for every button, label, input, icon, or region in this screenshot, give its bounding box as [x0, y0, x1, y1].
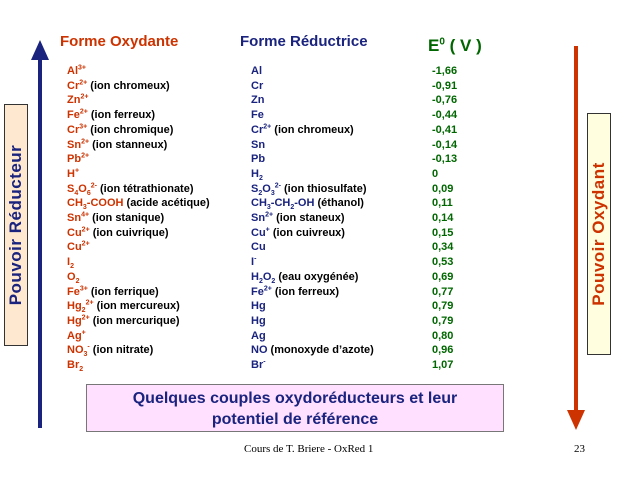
oxidant-formula: $Hg^{2+}$ [67, 314, 90, 327]
oxidant-formula: $Fe^{2+}$ [67, 108, 88, 122]
table-row [0, 79, 640, 93]
reductant-form [251, 314, 266, 328]
table-row [0, 314, 640, 328]
reductant-form [251, 343, 374, 357]
oxidizing-power-label: Pouvoir Oxydant [589, 162, 608, 306]
oxidant-form [67, 182, 194, 196]
standard-potential: -0,41 [432, 123, 458, 136]
reductant-formula: Fe [251, 109, 264, 122]
reductant-form [251, 255, 256, 269]
reductant-formula: I- [251, 255, 257, 269]
table-row [0, 343, 640, 357]
oxidant-formula: $Cu^{2+}$ [67, 226, 90, 239]
table-row [0, 211, 640, 225]
reductant-form [251, 182, 367, 196]
reductant-form [251, 79, 263, 93]
table-row [0, 299, 640, 313]
reductant-formula: Sn [251, 138, 266, 151]
oxidant-formula: $Zn^{2+}$ [67, 93, 89, 107]
table-row [0, 285, 640, 299]
standard-potential: -1,66 [432, 65, 458, 77]
oxidant-formula: $Pb^{2+}$ [67, 152, 90, 166]
header-e0-sup: 0 [439, 36, 445, 48]
reductant-formula: $S_2O_3^{2-}$ [251, 181, 281, 197]
table-row [0, 93, 640, 107]
table-row [0, 270, 640, 284]
reductant-form [251, 64, 262, 78]
reductant-form [251, 270, 358, 284]
reductant-form [251, 285, 339, 299]
standard-potential: 1,07 [432, 359, 454, 371]
table-row [0, 226, 640, 240]
reductant-form [251, 196, 364, 210]
standard-potential: 0,14 [432, 212, 454, 224]
reductant-form [251, 167, 263, 181]
oxidant-form [67, 314, 180, 328]
table-row [0, 329, 640, 343]
table-row [0, 182, 640, 196]
standard-potential: 0 [432, 167, 439, 180]
oxidant-formula: $S_4O_6^{2-}$ [67, 181, 97, 197]
reductant-formula: Cr [251, 79, 264, 92]
reductant-form [251, 299, 266, 313]
reductant-form [251, 152, 265, 166]
reductant-formula: $H_2O_2$ [251, 270, 276, 285]
reductant-form [251, 138, 265, 152]
oxidant-formula: $CH_3$-COOH [67, 197, 124, 212]
oxidant-name: (ion cuivrique) [89, 226, 169, 239]
reductant-name: (ion thiosulfate) [280, 182, 367, 195]
oxidant-form [67, 240, 90, 254]
oxidant-formula: $Cr^{3+}$ [67, 123, 88, 136]
table-row [0, 64, 640, 78]
standard-potential: 0,34 [432, 241, 454, 254]
oxidant-formula: $Fe^{3+}$ [67, 284, 88, 298]
table-row [0, 108, 640, 122]
standard-potential: 0,69 [432, 270, 454, 283]
table-row [0, 152, 640, 166]
oxidant-name: (ion chromeux) [87, 79, 170, 92]
reductant-form [251, 211, 345, 225]
header-e0-base: E [428, 36, 440, 55]
oxidant-formula: $Cu^{2+}$ [67, 240, 90, 254]
oxidant-name: (ion chromique) [87, 123, 174, 136]
footer-credit: Cours de T. Briere - OxRed 1 [244, 443, 374, 455]
caption-line-2: potentiel de référence [211, 411, 379, 428]
oxidant-formula: $O_2$ [67, 270, 80, 285]
oxidant-name: (ion tétrathionate) [96, 182, 194, 195]
standard-potential: 0,11 [432, 197, 453, 210]
table-row [0, 358, 640, 372]
table-row [0, 240, 640, 254]
reductant-formula: $Sn^{2+}$ [251, 211, 274, 224]
standard-potential: 0,15 [432, 226, 454, 239]
reductant-formula: Cu [251, 241, 266, 254]
oxidant-form [67, 123, 173, 137]
reductant-formula: Br- [251, 358, 266, 371]
table-row [0, 123, 640, 137]
oxidant-form [67, 329, 86, 343]
reductant-form [251, 240, 266, 254]
oxidant-formula: $Hg_2^{2+}$ [67, 299, 94, 315]
oxidant-form [67, 152, 89, 166]
oxidant-name: (ion stanique) [89, 212, 165, 224]
oxidant-form [67, 167, 79, 181]
oxidant-formula: $I_2$ [67, 256, 74, 271]
standard-potential: 0,96 [432, 344, 454, 357]
reductant-name: (eau oxygénée) [275, 270, 359, 283]
reductant-form [251, 123, 354, 137]
oxidant-form [67, 255, 74, 269]
standard-potential: 0,79 [432, 300, 454, 313]
right-down-arrow [566, 44, 586, 430]
oxidant-formula: H+ [67, 167, 80, 180]
standard-potential: 0,79 [432, 314, 454, 327]
oxidant-form [67, 211, 164, 225]
reductant-form [251, 358, 266, 372]
oxidant-name: (ion nitrate) [89, 344, 154, 357]
reductant-formula: Cu+ [251, 226, 270, 239]
oxidant-formula: $Al^{3+}$ [67, 64, 86, 77]
reductant-name: (éthanol) [314, 197, 364, 210]
reductant-formula: $CH_3-CH_2-OH$ [251, 197, 315, 212]
oxidant-name: (acide acétique) [123, 197, 210, 210]
left-up-arrow [30, 40, 50, 430]
reductant-name: (ion staneux) [273, 212, 345, 224]
standard-potential: -0,14 [432, 138, 458, 151]
standard-potential: -0,13 [432, 153, 458, 166]
reductant-name: (ion cuivreux) [269, 226, 345, 239]
standard-potential: 0,53 [432, 256, 454, 269]
table-row [0, 167, 640, 181]
oxidant-form [67, 358, 83, 372]
reductant-formula: Ag [251, 329, 266, 342]
reductant-formula: $Fe^{2+}$ [251, 284, 272, 298]
reductant-formula: NO [251, 344, 268, 357]
reductant-form [251, 226, 345, 240]
standard-potential: -0,91 [432, 79, 458, 92]
table-row [0, 138, 640, 152]
reductant-name: (monoxyde d’azote) [267, 344, 374, 357]
reductant-formula: Pb [251, 153, 266, 166]
oxidant-form [67, 79, 170, 93]
oxidant-form [67, 196, 210, 210]
table-row [0, 255, 640, 269]
header-reductant: Forme Réductrice [240, 33, 368, 50]
oxidant-name: (ion mercureux) [93, 300, 180, 313]
standard-potential: -0,76 [432, 94, 458, 107]
oxidant-name: (ion ferreux) [87, 109, 156, 122]
reductant-form [251, 93, 264, 107]
oxidant-name: (ion mercurique) [89, 314, 180, 327]
reductant-name: (ion ferreux) [271, 285, 340, 298]
standard-potential: -0,44 [432, 109, 458, 122]
standard-potential: 0,77 [432, 285, 454, 298]
oxidant-name: (ion ferrique) [87, 285, 159, 298]
standard-potential: 0,80 [432, 329, 454, 342]
reductant-formula: $H_2$ [251, 167, 263, 183]
oxidant-form [67, 226, 169, 240]
oxidant-form [67, 270, 79, 284]
reductant-formula: Hg [251, 300, 266, 313]
oxidant-form [67, 64, 86, 78]
oxidant-form [67, 108, 155, 122]
reductant-formula: $Cr^{2+}$ [251, 123, 272, 136]
reducing-power-label: Pouvoir Réducteur [6, 144, 25, 306]
oxidant-form [67, 138, 167, 152]
oxidant-formula: Ag+ [67, 328, 86, 342]
reductant-form [251, 108, 264, 122]
oxidant-formula: $NO_3^-$ [67, 343, 90, 359]
table-row [0, 196, 640, 210]
standard-potential: 0,09 [432, 182, 454, 195]
oxidizing-power-label-box [587, 113, 611, 355]
oxidant-formula: $Br_2$ [67, 359, 84, 374]
header-e0 [428, 36, 482, 56]
oxidant-form [67, 299, 180, 313]
reductant-form [251, 329, 266, 343]
header-e0-unit: ( V ) [444, 36, 482, 55]
reductant-formula: Hg [251, 314, 266, 327]
oxidant-formula: $Sn^{2+}$ [67, 137, 90, 151]
header-oxidant: Forme Oxydante [60, 33, 179, 50]
oxidant-formula: $Cr^{2+}$ [67, 79, 88, 92]
caption-box [86, 384, 504, 432]
oxidant-form [67, 93, 88, 107]
reductant-formula: Al [251, 65, 262, 77]
reducing-power-label-box [4, 104, 28, 346]
page-number: 23 [574, 443, 585, 455]
caption-line-1: Quelques couples oxydoréducteurs et leur [132, 390, 458, 407]
reductant-name: (ion chromeux) [271, 123, 354, 136]
oxidant-form [67, 343, 153, 357]
reductant-formula: Zn [251, 94, 265, 107]
oxidant-form [67, 285, 159, 299]
oxidant-name: (ion stanneux) [89, 138, 168, 151]
oxidant-formula: $Sn^{4+}$ [67, 211, 90, 224]
